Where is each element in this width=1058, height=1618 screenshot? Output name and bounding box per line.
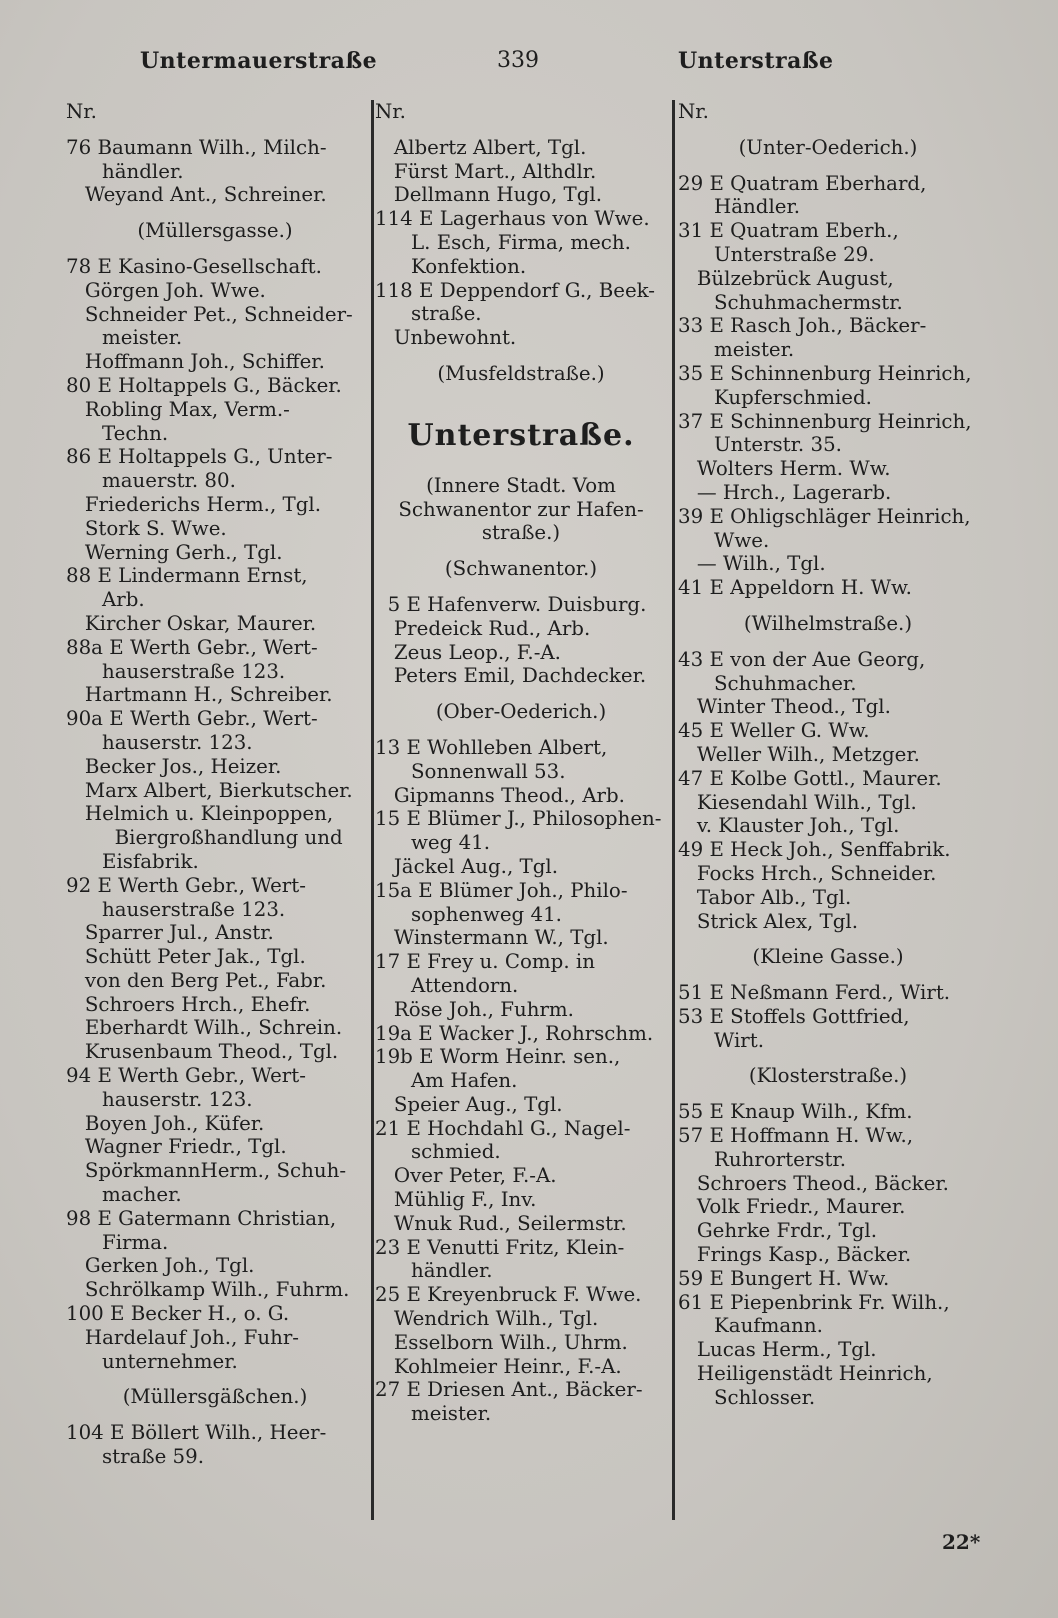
entry-continuation: Am Hafen.: [411, 1069, 518, 1093]
section-heading: (Müllersgäßchen.): [122, 1385, 308, 1409]
directory-entry: Winter Theod., Tgl.: [678, 695, 891, 719]
directory-entry: Kircher Oskar, Maurer.: [66, 611, 317, 635]
header-right-street: Unterstraße: [678, 48, 834, 74]
spacer: [375, 545, 667, 557]
directory-entry: Heiligenstädt Heinrich,: [678, 1362, 933, 1386]
directory-entry: Nr.: [375, 100, 406, 123]
directory-entry: 35 E Schinnenburg Heinrich,: [678, 361, 972, 385]
directory-entry: 33 E Rasch Joh., Bäcker-: [678, 314, 927, 338]
directory-entry: 19b E Worm Heinr. sen.,: [375, 1045, 621, 1069]
directory-entry: 41 E Appeldorn H. Ww.: [678, 576, 912, 600]
directory-entry: 13 E Wohlleben Albert,: [375, 735, 608, 759]
directory-entry: 51 E Neßmann Ferd., Wirt.: [678, 981, 951, 1005]
column-middle: [375, 100, 667, 1426]
directory-entry: 88a E Werth Gebr., Wert-: [66, 635, 318, 659]
directory-entry: 90a E Werth Gebr., Wert-: [66, 707, 318, 731]
entry-continuation: Schuhmacher.: [714, 671, 857, 695]
page-header: [0, 48, 1058, 84]
directory-entry: Schütt Peter Jak., Tgl.: [66, 945, 306, 969]
directory-entry: Predeick Rud., Arb.: [375, 616, 591, 640]
entry-continuation: Firma.: [102, 1230, 169, 1254]
directory-entry: Winstermann W., Tgl.: [375, 926, 609, 950]
section-heading: (Innere Stadt. Vom: [426, 473, 616, 497]
spacer: [375, 124, 667, 136]
directory-entry: Gehrke Frdr., Tgl.: [678, 1219, 878, 1243]
entry-continuation: Sonnenwall 53.: [411, 759, 566, 783]
directory-entry: Nr.: [678, 100, 709, 123]
directory-entry: — Wilh., Tgl.: [678, 552, 826, 576]
entry-continuation: händler.: [411, 1259, 493, 1283]
header-left-street: Untermauerstraße: [140, 48, 378, 74]
section-heading: (Ober-Oederich.): [435, 700, 607, 724]
column-right: [678, 100, 978, 1410]
entry-continuation: Techn.: [102, 421, 169, 445]
directory-entry: Kohlmeier Heinr., F.-A.: [375, 1354, 622, 1378]
directory-entry: 17 E Frey u. Comp. in: [375, 950, 595, 974]
directory-entry: Mühlig F., Inv.: [375, 1188, 537, 1212]
entry-continuation: Wirt.: [714, 1028, 765, 1052]
directory-entry: Hartmann H., Schreiber.: [66, 683, 333, 707]
section-heading: (Müllersgasse.): [137, 219, 293, 243]
directory-entry: 27 E Driesen Ant., Bäcker-: [375, 1378, 643, 1402]
directory-entry: 23 E Venutti Fritz, Klein-: [375, 1235, 625, 1259]
directory-entry: Volk Friedr., Maurer.: [678, 1195, 906, 1219]
directory-entry: Schroers Hrch., Ehefr.: [66, 992, 311, 1016]
directory-entry: Wagner Friedr., Tgl.: [66, 1135, 287, 1159]
directory-entry: 19a E Wacker J., Rohrschm.: [375, 1021, 654, 1045]
directory-entry: 39 E Ohligschläger Heinrich,: [678, 504, 971, 528]
directory-entry: 86 E Holtappels G., Unter-: [66, 445, 333, 469]
directory-entry: Zeus Leop., F.-A.: [375, 640, 561, 664]
directory-entry: Fürst Mart., Althdlr.: [375, 159, 597, 183]
entry-continuation: Eisfabrik.: [102, 849, 199, 873]
spacer: [66, 124, 364, 136]
directory-entry: Krusenbaum Theod., Tgl.: [66, 1040, 339, 1064]
directory-entry: Robling Max, Verm.-: [66, 397, 290, 421]
spacer: [678, 636, 978, 648]
directory-entry: von den Berg Pet., Fabr.: [66, 968, 327, 992]
directory-entry: Marx Albert, Bierkutscher.: [66, 778, 353, 802]
directory-entry: Hoffmann Joh., Schiffer.: [66, 350, 325, 374]
directory-entry: 57 E Hoffmann H. Ww.,: [678, 1124, 914, 1148]
entry-continuation: meister.: [714, 338, 795, 362]
section-heading: straße.): [481, 521, 561, 545]
directory-entry: 61 E Piepenbrink Fr. Wilh.,: [678, 1290, 950, 1314]
directory-entry: Over Peter, F.-A.: [375, 1164, 557, 1188]
directory-entry: 31 E Quatram Eberh.,: [678, 219, 899, 243]
directory-entry: 55 E Knaup Wilh., Kfm.: [678, 1100, 913, 1124]
directory-entry: Görgen Joh. Wwe.: [66, 278, 266, 302]
column-left: [66, 100, 364, 1469]
directory-entry: Röse Joh., Fuhrm.: [375, 997, 574, 1021]
directory-entry: 94 E Werth Gebr., Wert-: [66, 1064, 306, 1088]
directory-entry: Bülzebrück August,: [678, 266, 894, 290]
entry-continuation: Attendorn.: [411, 973, 519, 997]
entry-continuation: L. Esch, Firma, mech.: [411, 230, 631, 254]
directory-entry: 43 E von der Aue Georg,: [678, 647, 926, 671]
section-heading: Schwanentor zur Hafen-: [398, 497, 644, 521]
entry-continuation: Kupferschmied.: [714, 385, 872, 409]
directory-entry: 45 E Weller G. Ww.: [678, 719, 870, 743]
directory-entry: Werning Gerh., Tgl.: [66, 540, 283, 564]
entry-continuation: Ruhrorterstr.: [714, 1147, 846, 1171]
entry-continuation: Schlosser.: [714, 1385, 816, 1409]
spacer: [678, 1088, 978, 1100]
directory-entry: 80 E Holtappels G., Bäcker.: [66, 373, 342, 397]
directory-entry: Peters Emil, Dachdecker.: [375, 664, 647, 688]
spacer: [678, 600, 978, 612]
column-divider: [672, 100, 675, 1520]
entry-continuation: mauerstr. 80.: [102, 469, 236, 493]
directory-entry: — Hrch., Lagerarb.: [678, 480, 892, 504]
entry-continuation: hauserstraße 123.: [102, 897, 286, 921]
directory-entry: Stork S. Wwe.: [66, 516, 227, 540]
directory-entry: v. Klauster Joh., Tgl.: [678, 814, 900, 838]
spacer: [678, 1052, 978, 1064]
directory-entry: 88 E Lindermann Ernst,: [66, 564, 308, 588]
directory-entry: 100 E Becker H., o. G.: [66, 1302, 290, 1326]
directory-entry: Speier Aug., Tgl.: [375, 1092, 563, 1116]
entry-continuation: Kaufmann.: [714, 1314, 823, 1338]
directory-entry: Schroers Theod., Bäcker.: [678, 1171, 949, 1195]
directory-entry: 15a E Blümer Joh., Philo-: [375, 878, 628, 902]
street-title: Unterstraße.: [407, 417, 635, 453]
spacer: [678, 933, 978, 945]
directory-entry: Focks Hrch., Schneider.: [678, 861, 937, 885]
entry-continuation: hauserstr. 123.: [102, 730, 253, 754]
entry-continuation: meister.: [411, 1402, 492, 1426]
directory-entry: Schrölkamp Wilh., Fuhrm.: [66, 1278, 350, 1302]
directory-entry: 78 E Kasino-Gesellschaft.: [66, 254, 322, 278]
directory-entry: Jäckel Aug., Tgl.: [375, 854, 558, 878]
entry-continuation: straße 59.: [102, 1445, 205, 1469]
column-divider: [371, 100, 374, 1520]
directory-entry: Boyen Joh., Küfer.: [66, 1111, 265, 1135]
directory-entry: 49 E Heck Joh., Senffabrik.: [678, 838, 951, 862]
directory-entry: SpörkmannHerm., Schuh-: [66, 1159, 347, 1183]
entry-continuation: straße.: [411, 302, 482, 326]
entry-continuation: macher.: [102, 1183, 182, 1207]
spacer: [66, 1373, 364, 1385]
spacer: [375, 350, 667, 362]
entry-continuation: Konfektion.: [411, 254, 527, 278]
directory-entry: Frings Kasp., Bäcker.: [678, 1243, 912, 1267]
spacer: [375, 688, 667, 700]
entry-continuation: sophenweg 41.: [411, 902, 562, 926]
directory-entry: Wendrich Wilh., Tgl.: [375, 1307, 599, 1331]
entry-continuation: schmied.: [411, 1140, 501, 1164]
section-heading: (Klosterstraße.): [748, 1064, 908, 1088]
directory-entry: 98 E Gatermann Christian,: [66, 1206, 337, 1230]
entry-continuation: Schuhmachermstr.: [714, 290, 903, 314]
spacer: [66, 207, 364, 219]
directory-entry: Schneider Pet., Schneider-: [66, 302, 353, 326]
section-heading: (Schwanentor.): [444, 557, 598, 581]
directory-entry: 114 E Lagerhaus von Wwe.: [375, 207, 650, 231]
entry-continuation: Arb.: [102, 588, 145, 612]
entry-continuation: unternehmer.: [102, 1349, 238, 1373]
directory-entry: Kiesendahl Wilh., Tgl.: [678, 790, 917, 814]
directory-entry: Tabor Alb., Tgl.: [678, 885, 852, 909]
directory-entry: Wolters Herm. Ww.: [678, 457, 891, 481]
directory-entry: Becker Jos., Heizer.: [66, 754, 282, 778]
spacer: [678, 969, 978, 981]
directory-entry: 92 E Werth Gebr., Wert-: [66, 873, 306, 897]
directory-entry: 76 Baumann Wilh., Milch-: [66, 135, 327, 159]
directory-entry: Lucas Herm., Tgl.: [678, 1338, 877, 1362]
directory-entry: Albertz Albert, Tgl.: [375, 135, 587, 159]
signature-mark: 22*: [942, 1530, 981, 1554]
directory-entry: 5 E Hafenverw. Duisburg.: [375, 592, 647, 616]
entry-continuation: händler.: [102, 159, 184, 183]
directory-entry: Dellmann Hugo, Tgl.: [375, 183, 603, 207]
directory-entry: 118 E Deppendorf G., Beek-: [375, 278, 655, 302]
directory-entry: Esselborn Wilh., Uhrm.: [375, 1330, 628, 1354]
directory-entry: 37 E Schinnenburg Heinrich,: [678, 409, 972, 433]
entry-continuation: Händler.: [714, 195, 801, 219]
directory-entry: 25 E Kreyenbruck F. Wwe.: [375, 1283, 642, 1307]
entry-continuation: Wwe.: [714, 528, 770, 552]
directory-entry: Unbewohnt.: [375, 326, 517, 350]
directory-entry: 59 E Bungert H. Ww.: [678, 1266, 890, 1290]
directory-entry: Hardelauf Joh., Fuhr-: [66, 1325, 299, 1349]
entry-continuation: meister.: [102, 326, 183, 350]
entry-continuation: Unterstr. 35.: [714, 433, 842, 457]
directory-entry: 29 E Quatram Eberhard,: [678, 171, 927, 195]
directory-entry: 47 E Kolbe Gottl., Maurer.: [678, 766, 942, 790]
directory-entry: Eberhardt Wilh., Schrein.: [66, 1016, 343, 1040]
page-number: 339: [497, 48, 539, 73]
directory-entry: Gerken Joh., Tgl.: [66, 1254, 255, 1278]
directory-entry: Wnuk Rud., Seilermstr.: [375, 1211, 627, 1235]
directory-entry: Weller Wilh., Metzger.: [678, 742, 920, 766]
spacer: [678, 160, 978, 172]
section-heading: (Musfeldstraße.): [437, 361, 605, 385]
spacer: [66, 1409, 364, 1421]
section-heading: (Kleine Gasse.): [752, 945, 904, 969]
directory-entry: Weyand Ant., Schreiner.: [66, 183, 327, 207]
entry-continuation: weg 41.: [411, 831, 491, 855]
spacer: [375, 581, 667, 593]
directory-entry: Gipmanns Theod., Arb.: [375, 783, 625, 807]
directory-entry: 104 E Böllert Wilh., Heer-: [66, 1421, 327, 1445]
section-heading: (Unter-Oederich.): [738, 135, 918, 159]
directory-entry: 15 E Blümer J., Philosophen-: [375, 807, 662, 831]
directory-entry: Nr.: [66, 100, 97, 123]
section-heading: (Wilhelmstraße.): [743, 611, 913, 635]
directory-entry: Strick Alex, Tgl.: [678, 909, 859, 933]
spacer: [66, 243, 364, 255]
entry-continuation: hauserstraße 123.: [102, 659, 286, 683]
directory-entry: Sparrer Jul., Anstr.: [66, 921, 274, 945]
directory-entry: 21 E Hochdahl G., Nagel-: [375, 1116, 631, 1140]
entry-continuation: Unterstraße 29.: [714, 242, 875, 266]
spacer: [678, 124, 978, 136]
directory-entry: 53 E Stoffels Gottfried,: [678, 1004, 910, 1028]
directory-entry: Friederichs Herm., Tgl.: [66, 492, 321, 516]
entry-continuation: hauserstr. 123.: [102, 1087, 253, 1111]
entry-continuation: Biergroßhandlung und: [102, 826, 343, 850]
directory-entry: Helmich u. Kleinpoppen,: [66, 802, 334, 826]
spacer: [375, 724, 667, 736]
